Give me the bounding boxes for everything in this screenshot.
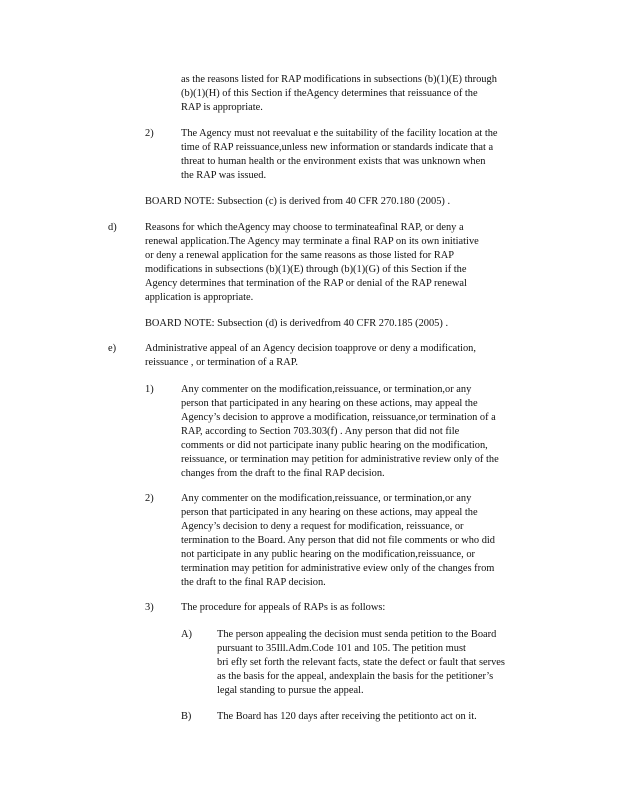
text-line: not participate in any public hearing on the modification,reissuance, or [181,549,476,560]
text-line: changes from the draft to the final RAP decision. [181,468,385,479]
text-line: time of RAP reissuance,unless new information or standards indicate that a [181,142,494,153]
text-line: renewal application.The Agency may terminate a final RAP on its own initiative [145,236,479,247]
text-line: RAP, according to Section 703.303(f) . Any person that did not file [181,426,460,437]
item-2-paragraph [181,127,541,183]
text-line: Agency’s decision to deny a request for modification, reissuance, or [181,521,464,532]
item-e2-paragraph [181,492,543,590]
subsection-e-heading [145,342,541,370]
text-line: The Agency must not reevaluat e the suitability of the facility location at the [181,128,498,139]
text-line: reissuance , or termination of a RAP. [145,357,298,368]
item-e2-number: 2) [145,493,154,504]
item-B-label: B) [181,711,192,722]
item-B-text: The Board has 120 days after receiving the petitionto act on it. [217,711,477,722]
subsection-d-label: d) [108,222,117,233]
item-e3-text: The procedure for appeals of RAPs is as follows: [181,602,386,613]
text-line: Reasons for which theAgency may choose to terminateafinal RAP, or deny a [145,222,464,233]
text-line: as the reasons listed for RAP modifications in subsections (b)(1)(E) through [181,74,497,85]
text-line: The person appealing the decision must senda petition to the Board [217,629,497,640]
text-line: pursuant to 35Ill.Adm.Code 101 and 105. The petition must [217,643,466,654]
item-e3-number: 3) [145,602,154,613]
continuation-paragraph [181,73,541,115]
text-line: Any commenter on the modification,reissuance, or termination,or any [181,493,472,504]
text-line: threat to human health or the environment exists that was unknown when [181,156,486,167]
text-line: legal standing to pursue the appeal. [217,685,364,696]
text-line: reissuance, or termination may petition for administrative review only of the [181,454,499,465]
item-e1-number: 1) [145,384,154,395]
item-A-paragraph [217,628,543,698]
text-line: comments or did not participate inany public hearing on the modification, [181,440,488,451]
board-note-c: BOARD NOTE: Subsection (c) is derived from 40 CFR 270.180 (2005) . [145,196,451,207]
text-line: Any commenter on the modification,reissuance, or termination,or any [181,384,472,395]
item-e1-paragraph [181,383,543,481]
subsection-d-paragraph [145,221,541,305]
board-note-d: BOARD NOTE: Subsection (d) is derivedfrom 40 CFR 270.185 (2005) . [145,318,449,329]
item-2-number: 2) [145,128,154,139]
text-line: or deny a renewal application for the same reasons as those listed for RAP [145,250,455,261]
text-line: modifications in subsections (b)(1)(E) through (b)(1)(G) of this Section if the [145,264,467,275]
text-line: application is appropriate. [145,292,254,303]
text-line: RAP is appropriate. [181,102,263,113]
text-line: (b)(1)(H) of this Section if theAgency determines that reissuance of the [181,88,478,99]
text-line: termination may petition for administrative eview only of the changes from [181,563,495,574]
text-line: termination to the Board. Any person that did not file comments or who did [181,535,495,546]
subsection-e-label: e) [108,343,117,354]
text-line: person that participated in any hearing on these actions, may appeal the [181,398,478,409]
text-line: Agency determines that termination of the RAP or denial of the RAP renewal [145,278,467,289]
text-line: the draft to the final RAP decision. [181,577,326,588]
text-line: Administrative appeal of an Agency decision toapprove or deny a modification, [145,343,476,354]
text-line: the RAP was issued. [181,170,267,181]
item-A-label: A) [181,629,192,640]
text-line: Agency’s decision to approve a modification, reissuance,or termination of a [181,412,496,423]
text-line: as the basis for the appeal, andexplain the basis for the petitioner’s [217,671,494,682]
text-line: person that participated in any hearing on these actions, may appeal the [181,507,478,518]
text-line: bri efly set forth the relevant facts, state the defect or fault that serves [217,657,505,668]
